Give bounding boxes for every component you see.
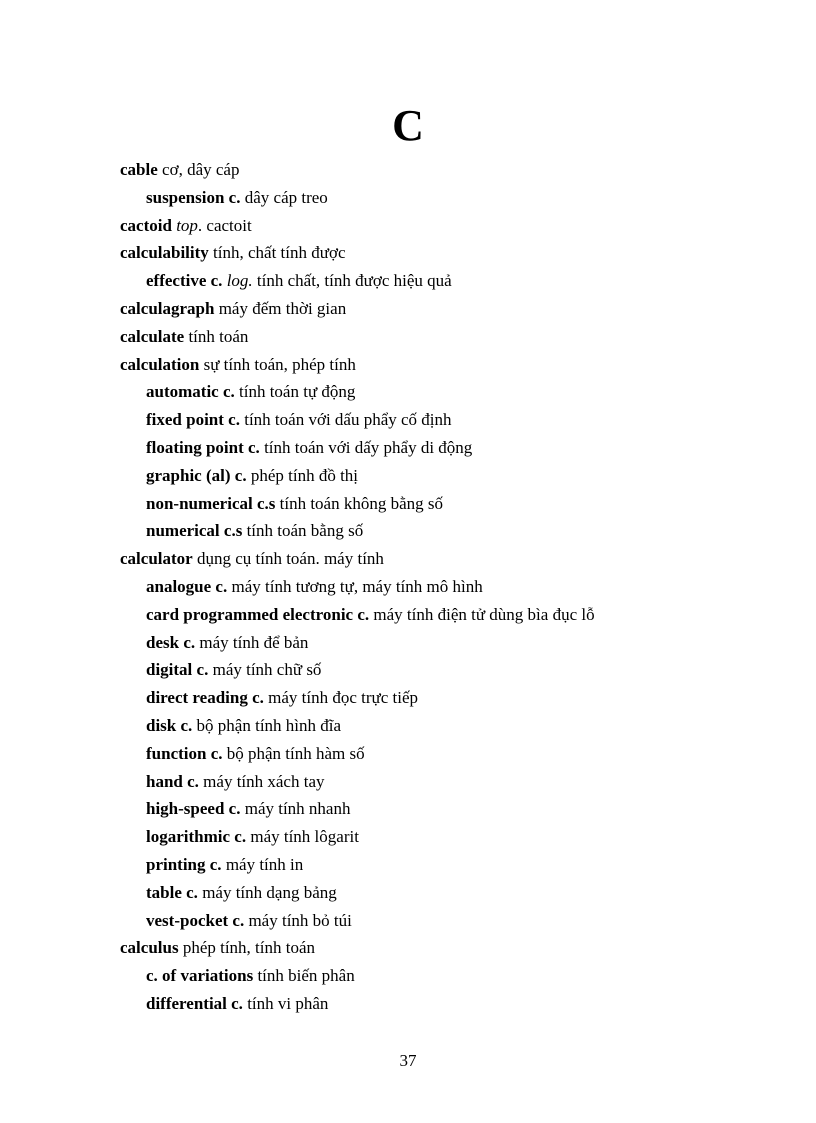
entry-definition: phép tính đồ thị xyxy=(250,465,359,485)
entry-definition: phép tính, tính toán xyxy=(182,938,316,958)
sub-entry xyxy=(120,490,760,518)
sub-entry xyxy=(120,768,760,796)
sub-entry xyxy=(120,573,760,601)
entry-definition: tính vi phân xyxy=(247,993,329,1013)
sub-entry xyxy=(120,740,760,768)
entry-term: vest-pocket c. xyxy=(146,910,245,930)
entry-definition: máy tính tương tự, máy tính mô hình xyxy=(231,576,483,596)
entry-term: automatic c. xyxy=(146,382,235,402)
entry-term: differential c. xyxy=(146,993,243,1013)
headword-entry xyxy=(120,156,760,184)
entry-term: printing c. xyxy=(146,854,222,874)
entry-list xyxy=(120,156,760,1018)
entry-definition: bộ phận tính hàm số xyxy=(226,743,365,763)
entry-definition: cơ, dây cáp xyxy=(162,160,240,179)
sub-entry xyxy=(120,879,760,907)
headword-entry xyxy=(120,323,760,351)
entry-term: calculability xyxy=(120,243,209,263)
sub-entry xyxy=(120,517,760,545)
entry-term: high-speed c. xyxy=(146,799,241,819)
entry-definition: . cactoit xyxy=(197,215,252,235)
entry-term: analogue c. xyxy=(146,576,228,596)
entry-definition: máy tính điện tử dùng bìa đục lỗ xyxy=(373,604,595,624)
entry-term: logarithmic c. xyxy=(146,827,247,847)
entry-definition: tính toán xyxy=(188,326,249,346)
entry-definition: tính toán không bằng số xyxy=(279,493,444,513)
entry-definition: tính biến phân xyxy=(257,966,355,986)
section-letter-heading: C xyxy=(392,101,424,150)
entry-definition: tính toán bằng số xyxy=(246,521,364,541)
entry-definition: bộ phận tính hình đĩa xyxy=(196,715,342,735)
entry-field-tag: log. xyxy=(226,271,253,291)
entry-term: suspension c. xyxy=(146,187,241,207)
entry-term: digital c. xyxy=(146,660,209,680)
entry-definition: dụng cụ tính toán. máy tính xyxy=(196,549,384,569)
entry-definition: máy tính bỏ túi xyxy=(248,910,352,930)
entry-definition: máy tính xách tay xyxy=(203,771,325,791)
entry-term: calculation xyxy=(120,354,200,374)
sub-entry xyxy=(120,601,760,629)
sub-entry xyxy=(120,629,760,657)
entry-term: cable xyxy=(120,160,158,179)
entry-term: direct reading c. xyxy=(146,688,264,708)
sub-entry xyxy=(120,907,760,935)
entry-definition: sự tính toán, phép tính xyxy=(203,354,356,374)
headword-entry xyxy=(120,351,760,379)
headword-entry xyxy=(120,295,760,323)
sub-entry xyxy=(120,378,760,406)
sub-entry xyxy=(120,684,760,712)
entry-definition: máy tính lôgarit xyxy=(250,827,359,847)
sub-entry xyxy=(120,656,760,684)
entry-field-tag: top xyxy=(176,215,198,235)
entry-term: calculator xyxy=(120,549,193,569)
entry-definition: tính chất, tính được hiệu quả xyxy=(256,271,452,291)
entry-term: graphic (al) c. xyxy=(146,465,247,485)
entry-definition: tính toán với dấy phẩy di động xyxy=(264,437,473,457)
entry-term: card programmed electronic c. xyxy=(146,604,370,624)
sub-entry xyxy=(120,267,760,295)
headword-entry xyxy=(120,239,760,267)
entry-term: c. of variations xyxy=(146,966,254,986)
entry-term: non-numerical c.s xyxy=(146,493,276,513)
entry-definition: máy tính chữ số xyxy=(212,660,322,680)
entry-term: function c. xyxy=(146,743,223,763)
entry-term: table c. xyxy=(146,882,198,902)
entry-definition: máy tính dạng bảng xyxy=(202,882,337,902)
entry-definition: tính toán tự động xyxy=(239,382,356,402)
sub-entry xyxy=(120,434,760,462)
entry-term: effective c. xyxy=(146,271,223,291)
entry-term: desk c. xyxy=(146,632,196,652)
entry-definition: máy tính đọc trực tiếp xyxy=(268,688,419,708)
entry-definition: máy tính để bản xyxy=(199,632,309,652)
headword-entry xyxy=(120,212,760,240)
entry-definition: máy tính in xyxy=(225,854,304,874)
sub-entry xyxy=(120,462,760,490)
entry-term: calculagraph xyxy=(120,298,215,318)
sub-entry xyxy=(120,823,760,851)
entry-term: floating point c. xyxy=(146,437,260,457)
sub-entry xyxy=(120,712,760,740)
entry-definition: tính, chất tính được xyxy=(213,243,346,263)
headword-entry xyxy=(120,934,760,962)
sub-entry xyxy=(120,406,760,434)
headword-entry xyxy=(120,545,760,573)
entry-definition: tính toán với dấu phẩy cố định xyxy=(244,410,452,430)
sub-entry xyxy=(120,962,760,990)
entry-term: calculus xyxy=(120,938,179,958)
sub-entry xyxy=(120,990,760,1018)
entry-term: disk c. xyxy=(146,715,193,735)
entry-term: fixed point c. xyxy=(146,410,240,430)
entry-term: hand c. xyxy=(146,771,199,791)
sub-entry xyxy=(120,795,760,823)
entry-term: calculate xyxy=(120,326,185,346)
entry-term: cactoid xyxy=(120,215,172,235)
entry-term: numerical c.s xyxy=(146,521,243,541)
entry-definition: máy tính nhanh xyxy=(244,799,351,819)
sub-entry xyxy=(120,184,760,212)
entry-definition: máy đếm thời gian xyxy=(218,298,347,318)
entry-definition: dây cáp treo xyxy=(244,187,328,207)
page-number: 37 xyxy=(399,1051,417,1070)
sub-entry xyxy=(120,851,760,879)
